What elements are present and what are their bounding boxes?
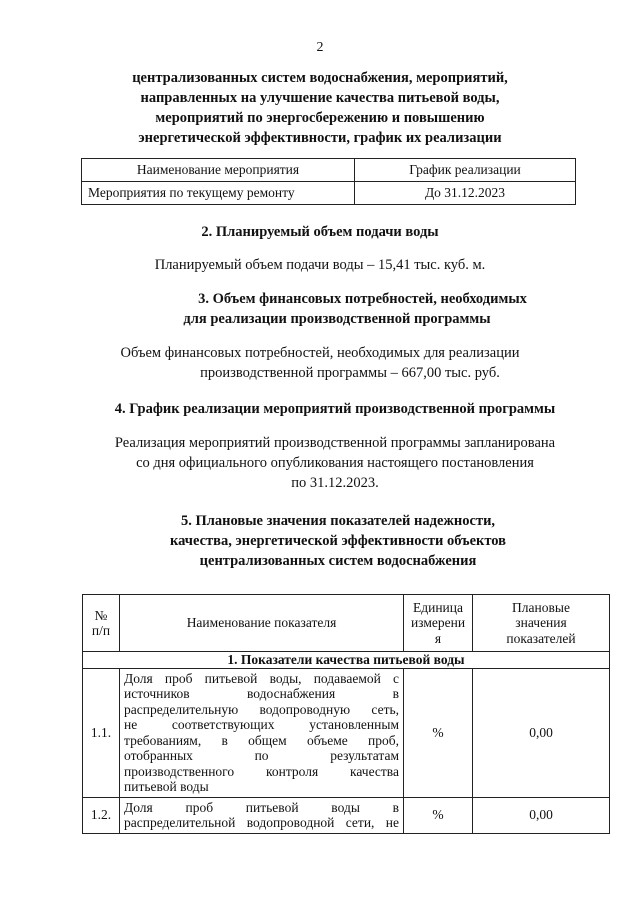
text-line: источников водоснабжения в	[124, 686, 399, 701]
header-indicator-name: Наименование показателя	[120, 595, 404, 652]
section-2-title: 2. Планируемый объем подачи воды	[201, 224, 439, 240]
page-number: 2	[316, 40, 324, 55]
text-line: питьевой воды	[124, 779, 209, 794]
header-text: Плановые	[512, 599, 570, 615]
heading-line: мероприятий по энергосбережению и повышению	[155, 110, 485, 126]
table-header-row	[82, 159, 576, 182]
text-line: распределительную водопроводную сеть,	[124, 701, 399, 717]
section-3-title	[0, 289, 640, 329]
heading-line: для реализации производственной программы	[183, 311, 491, 327]
header-text: показателей	[506, 630, 576, 646]
heading-line: 3. Объем финансовых потребностей, необходимых	[198, 291, 527, 307]
header-text: Единица	[412, 599, 463, 615]
row-number: 1.1.	[83, 668, 120, 797]
heading-line: централизованных систем водоснабжения	[199, 553, 477, 569]
group-title: 1. Показатели качества питьевой воды	[83, 652, 610, 669]
text-line: Объем финансовых потребностей, необходимых для реализации	[120, 345, 520, 361]
text-line: со дня официального опубликования настоящего постановления	[136, 455, 534, 471]
text-line: распределительной водопроводной сети, не	[124, 815, 399, 830]
text-line: по 31.12.2023.	[291, 475, 379, 491]
text-line: Реализация мероприятий производственной программы запланирована	[114, 435, 556, 451]
table-header-row	[83, 595, 610, 652]
heading-line: направленных на улучшение качества питьевой воды,	[140, 90, 500, 106]
heading-line: централизованных систем водоснабжения, мероприятий,	[132, 70, 508, 86]
text-line: Доля проб питьевой воды в	[124, 799, 399, 815]
text-line: производственного контроля качества	[124, 763, 399, 779]
value-cell: 0,00	[473, 668, 610, 797]
header-text: значения	[515, 615, 567, 631]
table-row	[83, 797, 610, 833]
table-row	[83, 668, 610, 797]
activities-table	[81, 158, 576, 205]
schedule-cell: До 31.12.2023	[355, 182, 576, 205]
table-row	[82, 182, 576, 205]
activity-name-cell: Мероприятия по текущему ремонту	[82, 182, 355, 205]
header-text: №	[94, 607, 108, 623]
section-3-text	[0, 343, 640, 383]
heading-line: качества, энергетической эффективности объектов	[169, 533, 507, 549]
header-unit	[404, 595, 473, 652]
unit-cell: %	[404, 668, 473, 797]
group-row	[83, 652, 610, 669]
heading-line: энергетической эффективности, график их реализации	[138, 130, 502, 146]
section-5-title	[18, 511, 640, 571]
header-text: измерени	[410, 615, 466, 631]
header-text: п/п	[91, 623, 111, 638]
text-line: требованиям, в общем объеме проб,	[124, 732, 399, 748]
indicators-table	[82, 594, 610, 834]
value-cell: 0,00	[473, 797, 610, 833]
text-line: производственной программы – 667,00 тыс. руб.	[200, 365, 500, 381]
text-line: Доля проб питьевой воды, подаваемой с	[124, 670, 399, 686]
header-text: я	[434, 630, 442, 646]
unit-cell: %	[404, 797, 473, 833]
indicator-name	[120, 668, 404, 797]
section-4-title: 4. График реализации мероприятий производственной программы	[114, 401, 556, 417]
text-line: не соответствующих установленным	[124, 717, 399, 732]
row-number: 1.2.	[83, 797, 120, 833]
text-line: отобранных по результатам	[124, 748, 399, 763]
header-number	[83, 595, 120, 652]
header-schedule: График реализации	[355, 159, 576, 182]
section-2-text: Планируемый объем подачи воды – 15,41 тыс. куб. м.	[154, 257, 486, 273]
header-activity-name: Наименование мероприятия	[82, 159, 355, 182]
continued-heading	[0, 68, 640, 148]
section-4-text	[0, 433, 640, 493]
indicator-name	[120, 797, 404, 833]
heading-line: 5. Плановые значения показателей надежности,	[180, 513, 496, 529]
header-planned-value	[473, 595, 610, 652]
